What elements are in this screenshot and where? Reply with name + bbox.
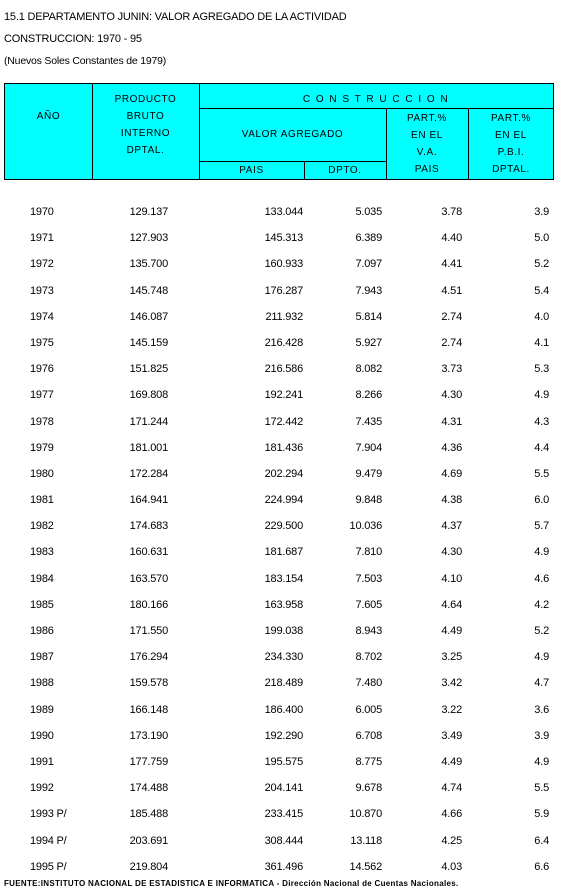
cell-pbi: 169.808 <box>129 389 168 402</box>
cell-pbi: 166.148 <box>129 703 168 716</box>
cell-part-va: 3.22 <box>441 703 462 716</box>
cell-va-pais: 172.442 <box>264 415 303 428</box>
cell-part-pbi: 4.0 <box>534 310 549 323</box>
cell-va-dpto: 7.605 <box>355 598 382 611</box>
cell-va-pais: 234.330 <box>264 651 303 664</box>
header-pbi-line4: DPTAL. <box>126 145 165 156</box>
cell-part-va: 3.42 <box>441 677 462 690</box>
title-block <box>4 6 347 72</box>
cell-va-dpto: 6.389 <box>355 232 382 245</box>
cell-va-dpto: 10.870 <box>349 808 382 821</box>
cell-pbi: 219.804 <box>129 860 168 873</box>
header-pbi-line2: BRUTO <box>126 111 165 122</box>
cell-va-dpto: 5.927 <box>355 336 382 349</box>
cell-part-va: 4.31 <box>441 415 462 428</box>
cell-year: 1982 <box>30 520 54 533</box>
cell-year: 1970 <box>30 206 54 218</box>
cell-part-va: 2.74 <box>441 310 462 323</box>
header-part-va-line4: PAIS <box>414 164 440 175</box>
cell-year: 1994 P/ <box>30 834 67 847</box>
cell-va-pais: 181.687 <box>264 546 303 559</box>
table-row <box>4 671 554 697</box>
cell-va-pais: 192.241 <box>264 389 303 402</box>
cell-year: 1988 <box>30 677 54 690</box>
table-row <box>4 698 554 724</box>
cell-part-pbi: 4.3 <box>534 415 549 428</box>
cell-part-va: 4.69 <box>441 467 462 480</box>
cell-year: 1993 P/ <box>30 808 67 821</box>
cell-part-va: 3.78 <box>441 206 462 218</box>
cell-part-va: 4.03 <box>441 860 462 873</box>
header-divider <box>199 108 553 109</box>
cell-part-pbi: 3.6 <box>534 703 549 716</box>
table-row <box>4 802 554 828</box>
cell-part-pbi: 3.9 <box>534 206 549 218</box>
cell-part-pbi: 6.6 <box>534 860 549 873</box>
header-part-va-line2: EN EL <box>411 130 443 141</box>
table-title: 15.1 DEPARTAMENTO JUNIN: VALOR AGREGADO DE LA ACTIVIDAD <box>4 11 347 23</box>
cell-year: 1990 <box>30 729 54 742</box>
cell-va-dpto: 9.848 <box>355 494 382 507</box>
header-year: AÑO <box>36 111 61 122</box>
cell-va-pais: 202.294 <box>264 467 303 480</box>
cell-va-dpto: 5.035 <box>355 206 382 218</box>
cell-va-pais: 176.287 <box>264 284 303 297</box>
cell-va-dpto: 7.810 <box>355 546 382 559</box>
cell-part-pbi: 4.9 <box>534 755 549 768</box>
table-row <box>4 593 554 619</box>
cell-part-va: 4.30 <box>441 546 462 559</box>
cell-part-va: 4.38 <box>441 494 462 507</box>
table-row <box>4 645 554 671</box>
header-part-pbi-line4: DPTAL. <box>492 164 530 175</box>
cell-va-dpto: 9.678 <box>355 782 382 795</box>
cell-va-dpto: 6.005 <box>355 703 382 716</box>
header-valor-agregado: VALOR AGREGADO <box>241 129 344 140</box>
cell-part-pbi: 4.2 <box>534 598 549 611</box>
table-row <box>4 436 554 462</box>
cell-pbi: 160.631 <box>129 546 168 559</box>
cell-year: 1984 <box>30 572 54 585</box>
table-units: (Nuevos Soles Constantes de 1979) <box>4 55 167 67</box>
cell-year: 1973 <box>30 284 54 297</box>
table-row <box>4 410 554 436</box>
cell-va-dpto: 10.036 <box>349 520 382 533</box>
cell-part-pbi: 5.3 <box>534 363 549 376</box>
table-row <box>4 776 554 802</box>
cell-year: 1976 <box>30 363 54 376</box>
cell-pbi: 129.137 <box>129 206 168 218</box>
cell-va-pais: 192.290 <box>264 729 303 742</box>
cell-pbi: 174.488 <box>129 782 168 795</box>
cell-part-va: 3.25 <box>441 651 462 664</box>
cell-va-pais: 211.932 <box>265 310 303 323</box>
cell-va-pais: 133.044 <box>264 206 303 218</box>
cell-part-pbi: 5.2 <box>534 258 549 271</box>
cell-year: 1979 <box>30 441 54 454</box>
cell-part-va: 3.49 <box>441 729 462 742</box>
cell-va-dpto: 9.479 <box>355 467 382 480</box>
cell-pbi: 146.087 <box>129 310 168 323</box>
cell-pbi: 176.294 <box>129 651 168 664</box>
header-part-pbi-line1: PART.% <box>491 113 531 124</box>
cell-va-pais: 229.500 <box>264 520 303 533</box>
cell-va-pais: 233.415 <box>264 808 303 821</box>
cell-part-pbi: 5.9 <box>534 808 549 821</box>
cell-year: 1992 <box>30 782 54 795</box>
cell-year: 1978 <box>30 415 54 428</box>
header-part-pbi-line2: EN EL <box>495 130 527 141</box>
cell-part-va: 4.40 <box>441 232 462 245</box>
cell-pbi: 171.244 <box>129 415 168 428</box>
source-note: FUENTE:INSTITUTO NACIONAL DE ESTADISTICA E INFORMATICA - Dirección Nacional de Cuentas Nacionales. <box>4 879 459 888</box>
cell-pbi: 180.166 <box>129 598 168 611</box>
cell-va-pais: 145.313 <box>264 232 303 245</box>
cell-pbi: 163.570 <box>129 572 168 585</box>
cell-pbi: 151.825 <box>129 363 168 376</box>
cell-va-pais: 160.933 <box>264 258 303 271</box>
table-row <box>4 331 554 357</box>
cell-part-va: 4.74 <box>441 782 462 795</box>
cell-va-pais: 308.444 <box>264 834 303 847</box>
cell-year: 1974 <box>30 310 54 323</box>
cell-va-dpto: 5.814 <box>355 310 382 323</box>
cell-va-dpto: 7.435 <box>355 415 382 428</box>
cell-year: 1985 <box>30 598 54 611</box>
cell-year: 1980 <box>30 467 54 480</box>
table-row <box>4 252 554 278</box>
cell-year: 1971 <box>30 232 54 245</box>
cell-part-va: 2.74 <box>441 336 462 349</box>
cell-year: 1989 <box>30 703 54 716</box>
table-row <box>4 724 554 750</box>
cell-pbi: 145.748 <box>129 284 168 297</box>
cell-pbi: 173.190 <box>129 729 168 742</box>
table-row <box>4 750 554 776</box>
cell-va-dpto: 7.480 <box>355 677 382 690</box>
cell-va-dpto: 8.775 <box>355 755 382 768</box>
cell-year: 1972 <box>30 258 54 271</box>
table-row <box>4 357 554 383</box>
cell-va-pais: 204.141 <box>264 782 303 795</box>
cell-part-va: 4.66 <box>441 808 462 821</box>
cell-pbi: 203.691 <box>129 834 168 847</box>
cell-year: 1987 <box>30 651 54 664</box>
cell-va-dpto: 13.118 <box>350 834 382 847</box>
cell-pbi: 181.001 <box>129 441 168 454</box>
cell-part-pbi: 4.4 <box>534 441 549 454</box>
table-row <box>4 855 554 881</box>
cell-part-pbi: 4.9 <box>534 546 549 559</box>
cell-pbi: 177.759 <box>129 755 168 768</box>
cell-va-dpto: 6.708 <box>355 729 382 742</box>
cell-va-dpto: 8.702 <box>355 651 382 664</box>
table-row <box>4 619 554 645</box>
cell-part-pbi: 6.4 <box>534 834 549 847</box>
header-pais: PAIS <box>239 165 264 176</box>
cell-va-pais: 199.038 <box>264 625 303 637</box>
cell-part-va: 4.64 <box>441 598 462 611</box>
cell-year: 1983 <box>30 546 54 559</box>
cell-part-va: 4.41 <box>441 258 462 271</box>
cell-va-dpto: 8.943 <box>355 625 382 637</box>
cell-part-pbi: 4.6 <box>534 572 549 585</box>
cell-va-pais: 361.496 <box>264 860 303 873</box>
cell-part-va: 4.25 <box>441 834 462 847</box>
cell-pbi: 159.578 <box>129 677 168 690</box>
header-pbi-line3: INTERNO <box>120 128 171 139</box>
cell-part-pbi: 4.1 <box>534 336 549 349</box>
table-row <box>4 514 554 540</box>
cell-part-va: 3.73 <box>441 363 462 376</box>
cell-va-dpto: 7.503 <box>355 572 382 585</box>
cell-part-va: 4.37 <box>441 520 462 533</box>
cell-pbi: 145.159 <box>129 336 168 349</box>
cell-part-va: 4.51 <box>441 284 462 297</box>
cell-va-pais: 183.154 <box>264 572 303 585</box>
cell-year: 1986 <box>30 625 54 637</box>
table-row <box>4 488 554 514</box>
cell-pbi: 164.941 <box>129 494 168 507</box>
cell-part-va: 4.36 <box>441 441 462 454</box>
cell-pbi: 127.903 <box>129 232 168 245</box>
table-row <box>4 567 554 593</box>
cell-part-pbi: 5.4 <box>534 284 549 297</box>
cell-part-pbi: 5.0 <box>534 232 549 245</box>
cell-pbi: 185.488 <box>129 808 168 821</box>
cell-part-va: 4.30 <box>441 389 462 402</box>
cell-part-pbi: 4.7 <box>534 677 549 690</box>
table-row <box>4 829 554 855</box>
cell-pbi: 171.550 <box>129 625 168 637</box>
table-header <box>4 83 554 180</box>
cell-part-pbi: 5.2 <box>534 625 549 637</box>
cell-va-pais: 181.436 <box>264 441 303 454</box>
cell-va-pais: 186.400 <box>264 703 303 716</box>
table-row <box>4 279 554 305</box>
header-pbi-line1: PRODUCTO <box>114 94 177 105</box>
cell-va-dpto: 8.266 <box>355 389 382 402</box>
cell-va-pais: 195.575 <box>264 755 303 768</box>
header-part-pbi-line3: P.B.I. <box>497 147 525 158</box>
cell-part-pbi: 4.9 <box>534 389 549 402</box>
cell-part-pbi: 4.9 <box>534 651 549 664</box>
cell-va-dpto: 7.904 <box>355 441 382 454</box>
cell-va-pais: 224.994 <box>264 494 303 507</box>
table-row <box>4 462 554 488</box>
table-row <box>4 200 554 226</box>
table-row <box>4 226 554 252</box>
header-dpto: DPTO. <box>328 165 362 176</box>
cell-part-pbi: 6.0 <box>534 494 549 507</box>
cell-part-pbi: 3.9 <box>534 729 549 742</box>
cell-part-va: 4.10 <box>441 572 462 585</box>
table-body <box>4 200 554 881</box>
cell-pbi: 172.284 <box>129 467 168 480</box>
cell-va-pais: 216.586 <box>264 363 303 376</box>
cell-va-dpto: 7.943 <box>355 284 382 297</box>
cell-va-dpto: 14.562 <box>349 860 382 873</box>
cell-va-dpto: 8.082 <box>355 363 382 376</box>
cell-year: 1995 P/ <box>30 860 67 873</box>
header-part-va-line3: V.A. <box>416 147 438 158</box>
cell-year: 1977 <box>30 389 54 402</box>
table-row <box>4 540 554 566</box>
cell-part-pbi: 5.5 <box>534 782 549 795</box>
cell-va-pais: 216.428 <box>264 336 303 349</box>
cell-va-dpto: 7.097 <box>355 258 382 271</box>
cell-pbi: 174.683 <box>129 520 168 533</box>
cell-part-va: 4.49 <box>441 755 462 768</box>
cell-part-pbi: 5.5 <box>534 467 549 480</box>
table-row <box>4 383 554 409</box>
table-subtitle: CONSTRUCCION: 1970 - 95 <box>4 33 142 45</box>
cell-va-pais: 218.489 <box>264 677 303 690</box>
header-part-va-line1: PART.% <box>407 113 447 124</box>
table-row <box>4 305 554 331</box>
cell-va-pais: 163.958 <box>264 598 303 611</box>
cell-year: 1975 <box>30 336 54 349</box>
cell-year: 1981 <box>30 494 54 507</box>
cell-part-va: 4.49 <box>441 625 462 637</box>
header-construccion: C O N S T R U C C I O N <box>302 94 450 105</box>
cell-part-pbi: 5.7 <box>534 520 549 533</box>
cell-year: 1991 <box>30 755 54 768</box>
cell-pbi: 135.700 <box>129 258 168 271</box>
